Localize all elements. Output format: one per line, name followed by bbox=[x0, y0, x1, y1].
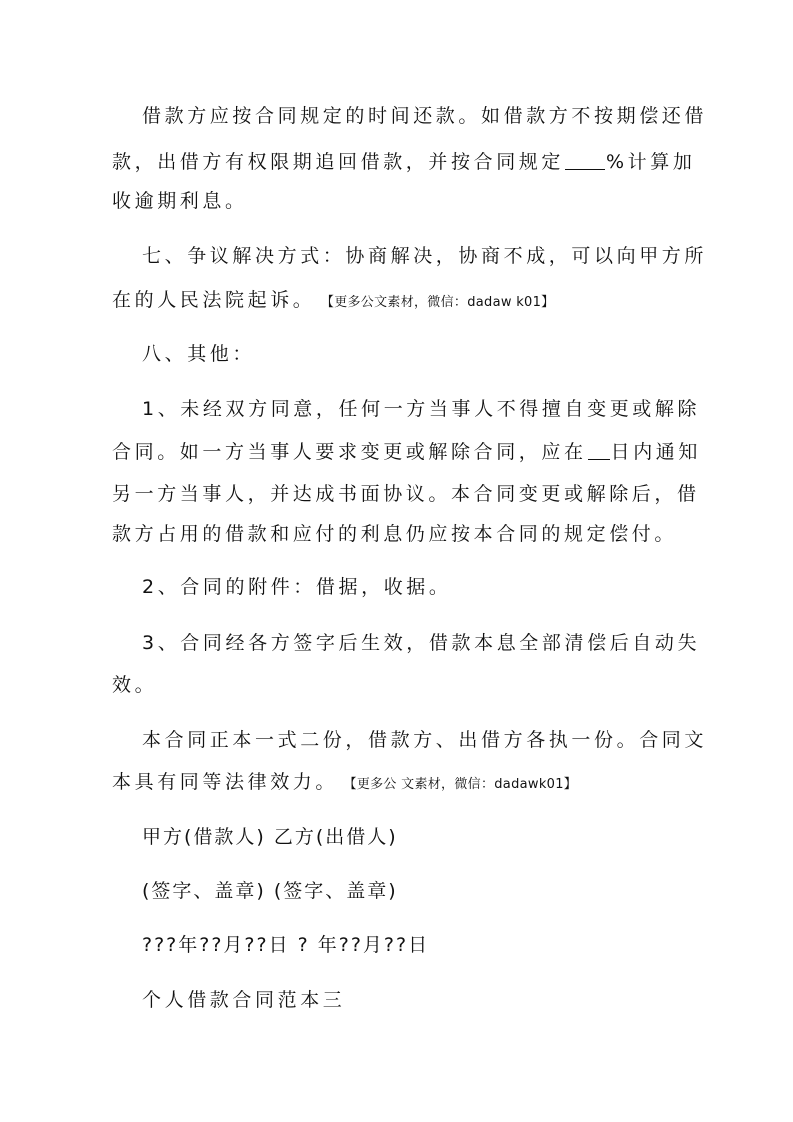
signature-stamp-text: (签字、盖章) (签字、盖章) bbox=[142, 880, 398, 902]
promo-note: 【更多公文素材，微信：dadaw k01】 bbox=[327, 295, 555, 310]
para1-line2 bbox=[112, 150, 695, 174]
para6-line2-text: 效。 bbox=[112, 674, 158, 696]
para5-line1-text: 2、合同的附件：借据，收据。 bbox=[142, 576, 452, 598]
days-blank bbox=[588, 441, 610, 460]
signature-parties-text: 甲方(借款人) 乙方(出借人) bbox=[142, 826, 398, 848]
section-eight-heading: 八、其他： bbox=[142, 343, 256, 365]
signature-date bbox=[142, 933, 429, 957]
para2-line1 bbox=[142, 244, 707, 268]
para4-line1-text: 1、未经双方同意，任何一方当事人不得擅自变更或解除 bbox=[142, 398, 701, 420]
para1-line1-text: 借款方应按合同规定的时间还款。如借款方不按期偿还借 bbox=[142, 105, 708, 127]
para6-line2 bbox=[112, 673, 157, 697]
para4-line3 bbox=[112, 482, 700, 506]
para6-line1-text: 3、合同经各方签字后生效，借款本息全部清偿后自动失 bbox=[142, 632, 701, 654]
para1-line3 bbox=[112, 189, 248, 213]
para1-line1 bbox=[142, 104, 707, 128]
para4-line2-text-a: 合同。如一方当事人要求变更或解除合同，应在 bbox=[112, 441, 587, 463]
para4-line3-text: 另一方当事人，并达成书面协议。本合同变更或解除后，借 bbox=[112, 483, 700, 505]
para4-line2 bbox=[112, 440, 701, 464]
para4-line4 bbox=[112, 522, 677, 546]
para4-line2-text-b: 日内通知 bbox=[610, 441, 702, 463]
section-heading bbox=[142, 988, 345, 1012]
signature-stamp bbox=[142, 879, 398, 903]
promo-note-2: 【更多公 文素材，微信：dadawk01】 bbox=[350, 777, 578, 792]
para6-line1 bbox=[142, 631, 700, 655]
para7-line1-text: 本合同正本一式二份，借款方、出借方各执一份。合同文 bbox=[142, 729, 708, 751]
para7-line1 bbox=[142, 728, 707, 752]
signature-parties bbox=[142, 825, 398, 849]
para1-line3-text: 收逾期利息。 bbox=[112, 190, 248, 212]
contract-template-heading: 个人借款合同范本三 bbox=[142, 989, 346, 1011]
para2-line2-text: 在的人民法院起诉。 bbox=[112, 289, 316, 311]
para7-line2-text: 本具有同等法律效力。 bbox=[112, 771, 339, 793]
para4-line4-text: 款方占用的借款和应付的利息仍应按本合同的规定偿付。 bbox=[112, 523, 678, 545]
para4-line1 bbox=[142, 397, 700, 421]
para3-line1 bbox=[142, 342, 255, 366]
para2-line1-text: 七、争议解决方式：协商解决，协商不成，可以向甲方所 bbox=[142, 245, 708, 267]
para5-line1 bbox=[142, 575, 452, 599]
para1-line2-text-b: %计算加 bbox=[606, 151, 696, 173]
percent-blank bbox=[565, 151, 605, 170]
signature-date-text: ???年??月??日 ? 年??月??日 bbox=[142, 934, 430, 956]
para7-line2 bbox=[112, 770, 577, 797]
para2-line2 bbox=[112, 288, 554, 315]
para1-line2-text-a: 款，出借方有权限期追回借款，并按合同规定 bbox=[112, 151, 565, 173]
